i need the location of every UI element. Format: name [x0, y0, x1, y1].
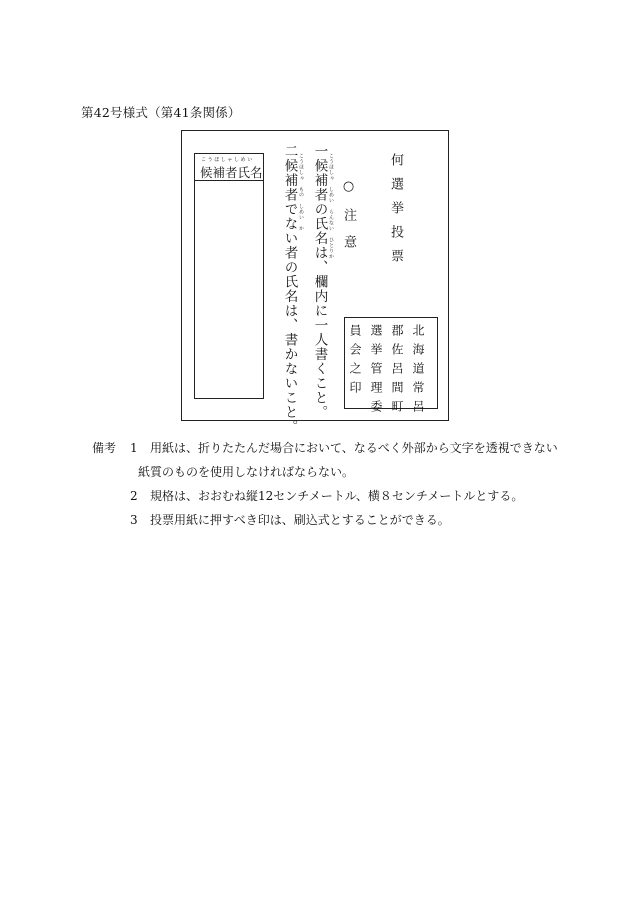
candidate-name-label: 候補者氏名 — [200, 165, 263, 180]
form-title: 第42号様式（第41条関係） — [81, 105, 241, 120]
remark-number: 1 — [130, 441, 138, 455]
remark-text: 規格は、おおむね縦12センチメートル、横８センチメートルとする。 — [150, 489, 524, 503]
note-1: 一候補者の氏名は、欄内に一人書くこと。 — [311, 144, 328, 420]
seal-column-4: 員会之印 — [348, 324, 362, 400]
remark-number: 2 — [130, 489, 138, 503]
note-ruby-1: こうほしゃ しめい らんない ひとりか — [328, 153, 334, 260]
election-commission-seal — [344, 317, 438, 419]
remarks — [92, 436, 572, 532]
candidate-name-field[interactable] — [194, 153, 264, 399]
remark-item-1-continued — [92, 460, 572, 484]
remark-number: 3 — [130, 513, 138, 527]
remark-item-3 — [92, 508, 572, 532]
remarks-heading: 備考 — [92, 441, 117, 455]
remark-item-2 — [92, 484, 572, 508]
note-ruby-2: こうほしゃ もの しめい か — [298, 153, 304, 232]
caution-heading: ○注意 — [341, 179, 356, 262]
note-2: 二候補者でない者の氏名は、書かないこと。 — [281, 144, 298, 434]
ballot-paper — [181, 130, 449, 434]
seal-column-1: 北海道常呂 — [411, 324, 425, 419]
ballot-title: 何選挙投票 — [388, 153, 403, 273]
remark-continuation: 紙質のものを使用しなければならない。 — [138, 465, 355, 479]
seal-column-3: 選挙管理委 — [369, 324, 383, 419]
remark-text: 用紙は、折りたたんだ場合において、なるべく外部から文字を透視できない — [150, 441, 558, 455]
seal-column-2: 郡佐呂間町 — [390, 324, 404, 419]
candidate-name-header — [195, 154, 263, 181]
remark-item-1 — [92, 436, 572, 460]
remark-text: 投票用紙に押すべき印は、刷込式とすることができる。 — [150, 513, 450, 527]
candidate-name-ruby: こうほしゃしめい — [201, 157, 254, 163]
